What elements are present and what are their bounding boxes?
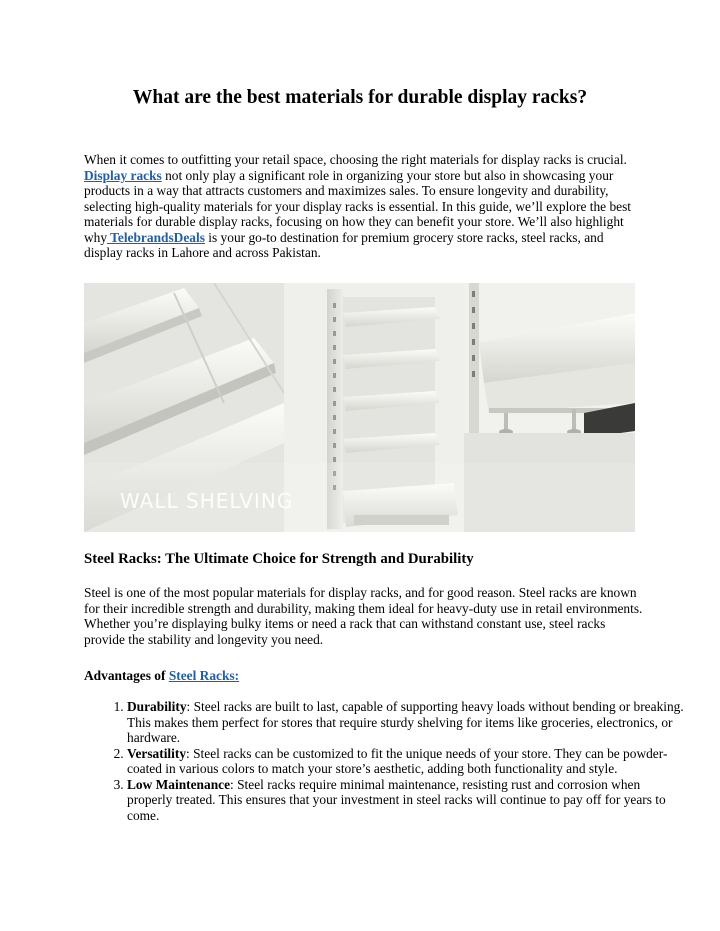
display-racks-link[interactable]: Display racks	[84, 167, 162, 183]
list-item-term: Low Maintenance	[127, 776, 231, 792]
list-item-text: : Steel racks require minimal maintenance, resisting rust and corrosion when properly treated. This ensures that your investment in steel racks will continue to pay off for years to come.	[127, 776, 666, 823]
list-item	[127, 746, 687, 777]
steel-paragraph: Steel is one of the most popular materials for display racks, and for good reason. Steel racks are known for their incredible strength and durability, making them ideal for heavy-duty use in retail environments. Whether you’re displaying bulky items or need a rack that can withstand constant use, steel racks provide the stability and longevity you need.	[84, 585, 643, 647]
advantages-heading	[84, 668, 239, 684]
intro-text-1: When it comes to outfitting your retail space, choosing the right materials for display racks is crucial.	[84, 152, 627, 167]
section-heading: Steel Racks: The Ultimate Choice for Strength and Durability	[84, 551, 474, 567]
wall-shelving-image	[84, 283, 635, 532]
advantages-label: Advantages of	[84, 668, 169, 683]
intro-text-3: is your go-to destination for premium grocery store racks, steel racks, and display racks in Lahore and across Pakistan.	[84, 229, 604, 260]
steel-racks-link[interactable]: Steel Racks:	[168, 668, 240, 683]
list-item	[127, 777, 687, 824]
list-item-text: : Steel racks can be customized to fit the unique needs of your store. They can be powder-coated in various colors to match your store’s aesthetic, adding both functionality and style.	[127, 745, 668, 776]
intro-paragraph	[84, 152, 644, 261]
wall-shelving-caption: WALL SHELVING	[120, 489, 294, 513]
list-item-term: Durability	[127, 699, 187, 714]
advantages-list	[84, 699, 687, 823]
list-item	[127, 699, 687, 746]
wall-shelving-photo-icon	[84, 283, 635, 532]
page-title: What are the best materials for durable display racks?	[132, 87, 588, 108]
list-item-term: Versatility	[127, 745, 187, 761]
list-item-text: : Steel racks are built to last, capable of supporting heavy loads without bending or breaking. This makes them perfect for stores that require sturdy shelving for items like groceries, electronics, or hardware.	[127, 699, 684, 745]
telebrandsdeals-link[interactable]: TelebrandsDeals	[107, 229, 205, 245]
intro-text-2: not only play a significant role in organizing your store but also in showcasing your products in a way that attracts customers and maximizes sales. To ensure longevity and durability, selecting high-quality materials for your display racks is essential. In this guide, we’ll explore the best materials for durable display racks, focusing on how they can benefit your store. We’ll also highlight why	[84, 167, 632, 245]
